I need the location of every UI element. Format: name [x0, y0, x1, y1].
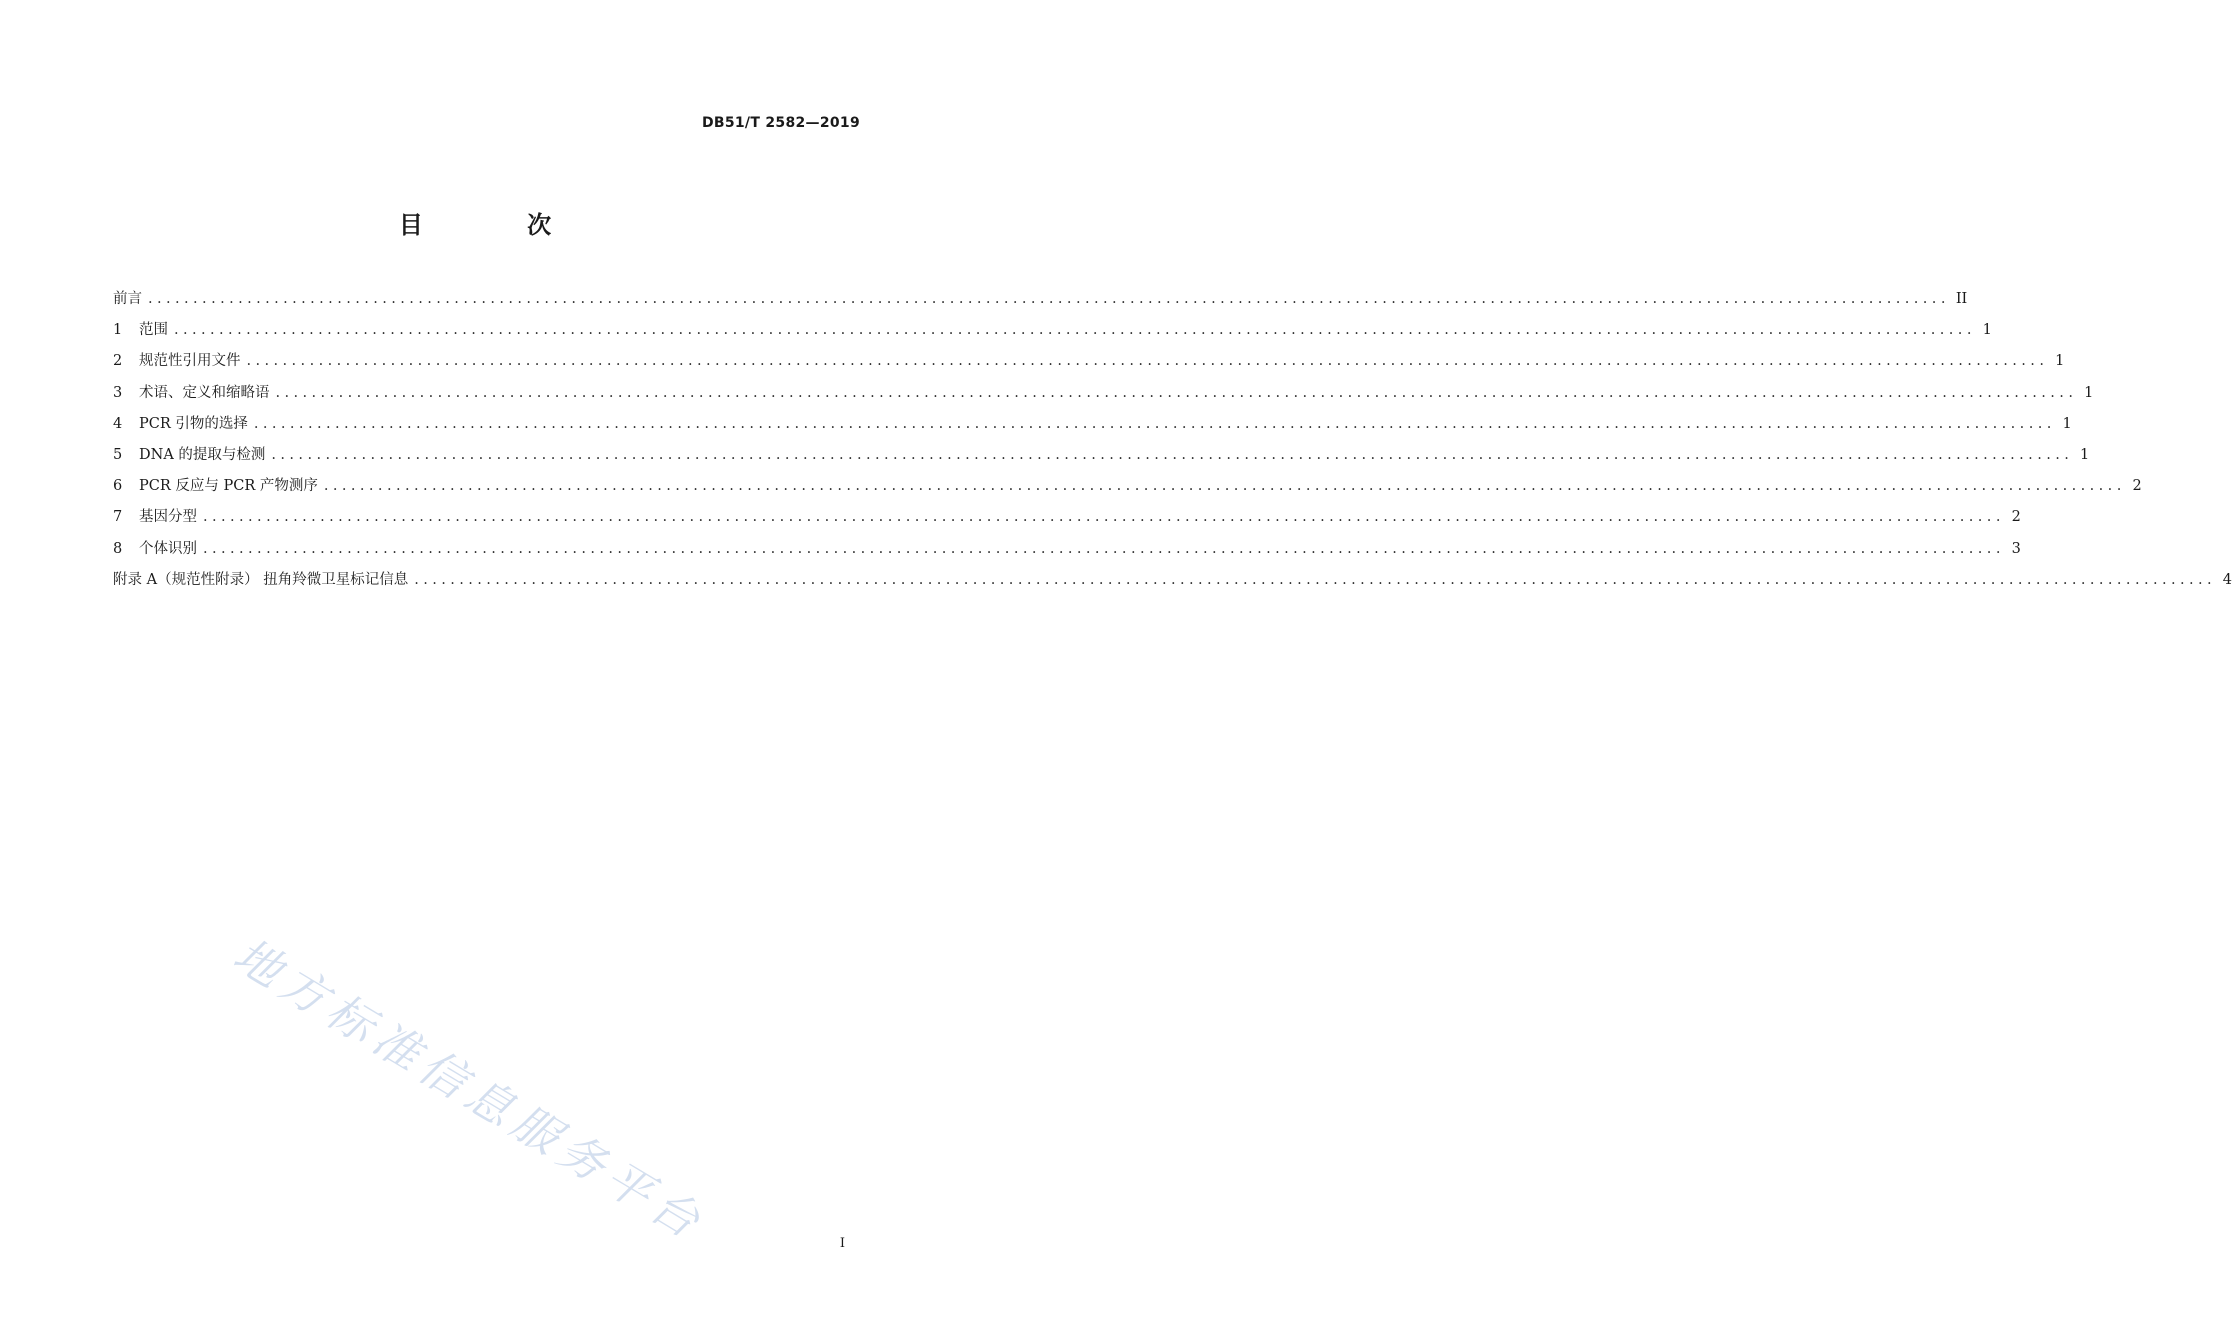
- table-of-contents: [113, 285, 2232, 597]
- dot-leader: ........................................................................................................................................................................................................: [203, 509, 2005, 526]
- dot-leader: ........................................................................................................................................................................................................: [275, 384, 2078, 401]
- toc-entry-page: 1: [2062, 415, 2072, 432]
- dot-leader: ........................................................................................................................................................................................................: [203, 540, 2005, 557]
- toc-entry-page: 2: [2132, 478, 2142, 495]
- toc-entry-5[interactable]: [113, 441, 2090, 472]
- toc-entry-label: 范围: [139, 322, 168, 339]
- dot-leader: ........................................................................................................................................................................................................: [148, 291, 1950, 307]
- toc-entry-page: 1: [2080, 446, 2090, 463]
- toc-entry-page: 2: [2011, 509, 2021, 526]
- toc-entry-label: 前言: [113, 291, 142, 307]
- toc-entry-page: II: [1955, 291, 1968, 307]
- toc-entry-page: 4: [2222, 571, 2232, 588]
- toc-entry-page: 1: [1982, 322, 1992, 339]
- dot-leader: ........................................................................................................................................................................................................: [271, 446, 2074, 463]
- toc-entry-6[interactable]: [113, 472, 2142, 503]
- toc-entry-page: 1: [2055, 353, 2065, 370]
- toc-entry-number: 3: [113, 384, 123, 401]
- watermark: 地方标准信息服务平台: [224, 927, 716, 1252]
- toc-entry-appendix-a[interactable]: [113, 566, 2232, 597]
- toc-entry-number: 8: [113, 540, 123, 557]
- toc-entry-number: 7: [113, 509, 123, 526]
- toc-entry-3[interactable]: [113, 379, 2094, 410]
- toc-entry-foreword[interactable]: [113, 285, 1968, 316]
- toc-entry-7[interactable]: [113, 503, 2021, 534]
- dot-leader: ........................................................................................................................................................................................................: [323, 478, 2126, 495]
- toc-entry-2[interactable]: [113, 347, 2065, 378]
- document-code: DB51/T 2582—2019: [701, 115, 860, 131]
- toc-entry-label: 基因分型: [139, 509, 197, 526]
- toc-entry-label: PCR 反应与 PCR 产物测序: [139, 478, 318, 495]
- toc-entry-label: PCR 引物的选择: [139, 415, 248, 432]
- toc-entry-1[interactable]: [113, 316, 1992, 347]
- toc-entry-label: 术语、定义和缩略语: [139, 384, 270, 401]
- toc-entry-number: 4: [113, 415, 123, 432]
- toc-entry-page: 1: [2084, 384, 2094, 401]
- toc-entry-number: 6: [113, 478, 123, 495]
- toc-entry-page: 3: [2011, 540, 2021, 557]
- dot-leader: ........................................................................................................................................................................................................: [246, 353, 2049, 370]
- dot-leader: ........................................................................................................................................................................................................: [174, 322, 1976, 339]
- toc-entry-label: 规范性引用文件: [139, 353, 241, 370]
- toc-entry-number: 2: [113, 353, 123, 370]
- page-number: I: [839, 1236, 845, 1251]
- toc-entry-label: 附录 A（规范性附录） 扭角羚微卫星标记信息: [113, 571, 409, 588]
- toc-entry-label: 个体识别: [139, 540, 197, 557]
- toc-entry-8[interactable]: [113, 535, 2021, 566]
- toc-entry-number: 1: [113, 322, 123, 339]
- toc-title: 目 次: [398, 211, 600, 239]
- toc-entry-label: DNA 的提取与检测: [139, 446, 266, 463]
- dot-leader: ........................................................................................................................................................................................................: [414, 571, 2217, 588]
- toc-entry-4[interactable]: [113, 410, 2072, 441]
- toc-entry-number: 5: [113, 446, 123, 463]
- dot-leader: ........................................................................................................................................................................................................: [253, 415, 2056, 432]
